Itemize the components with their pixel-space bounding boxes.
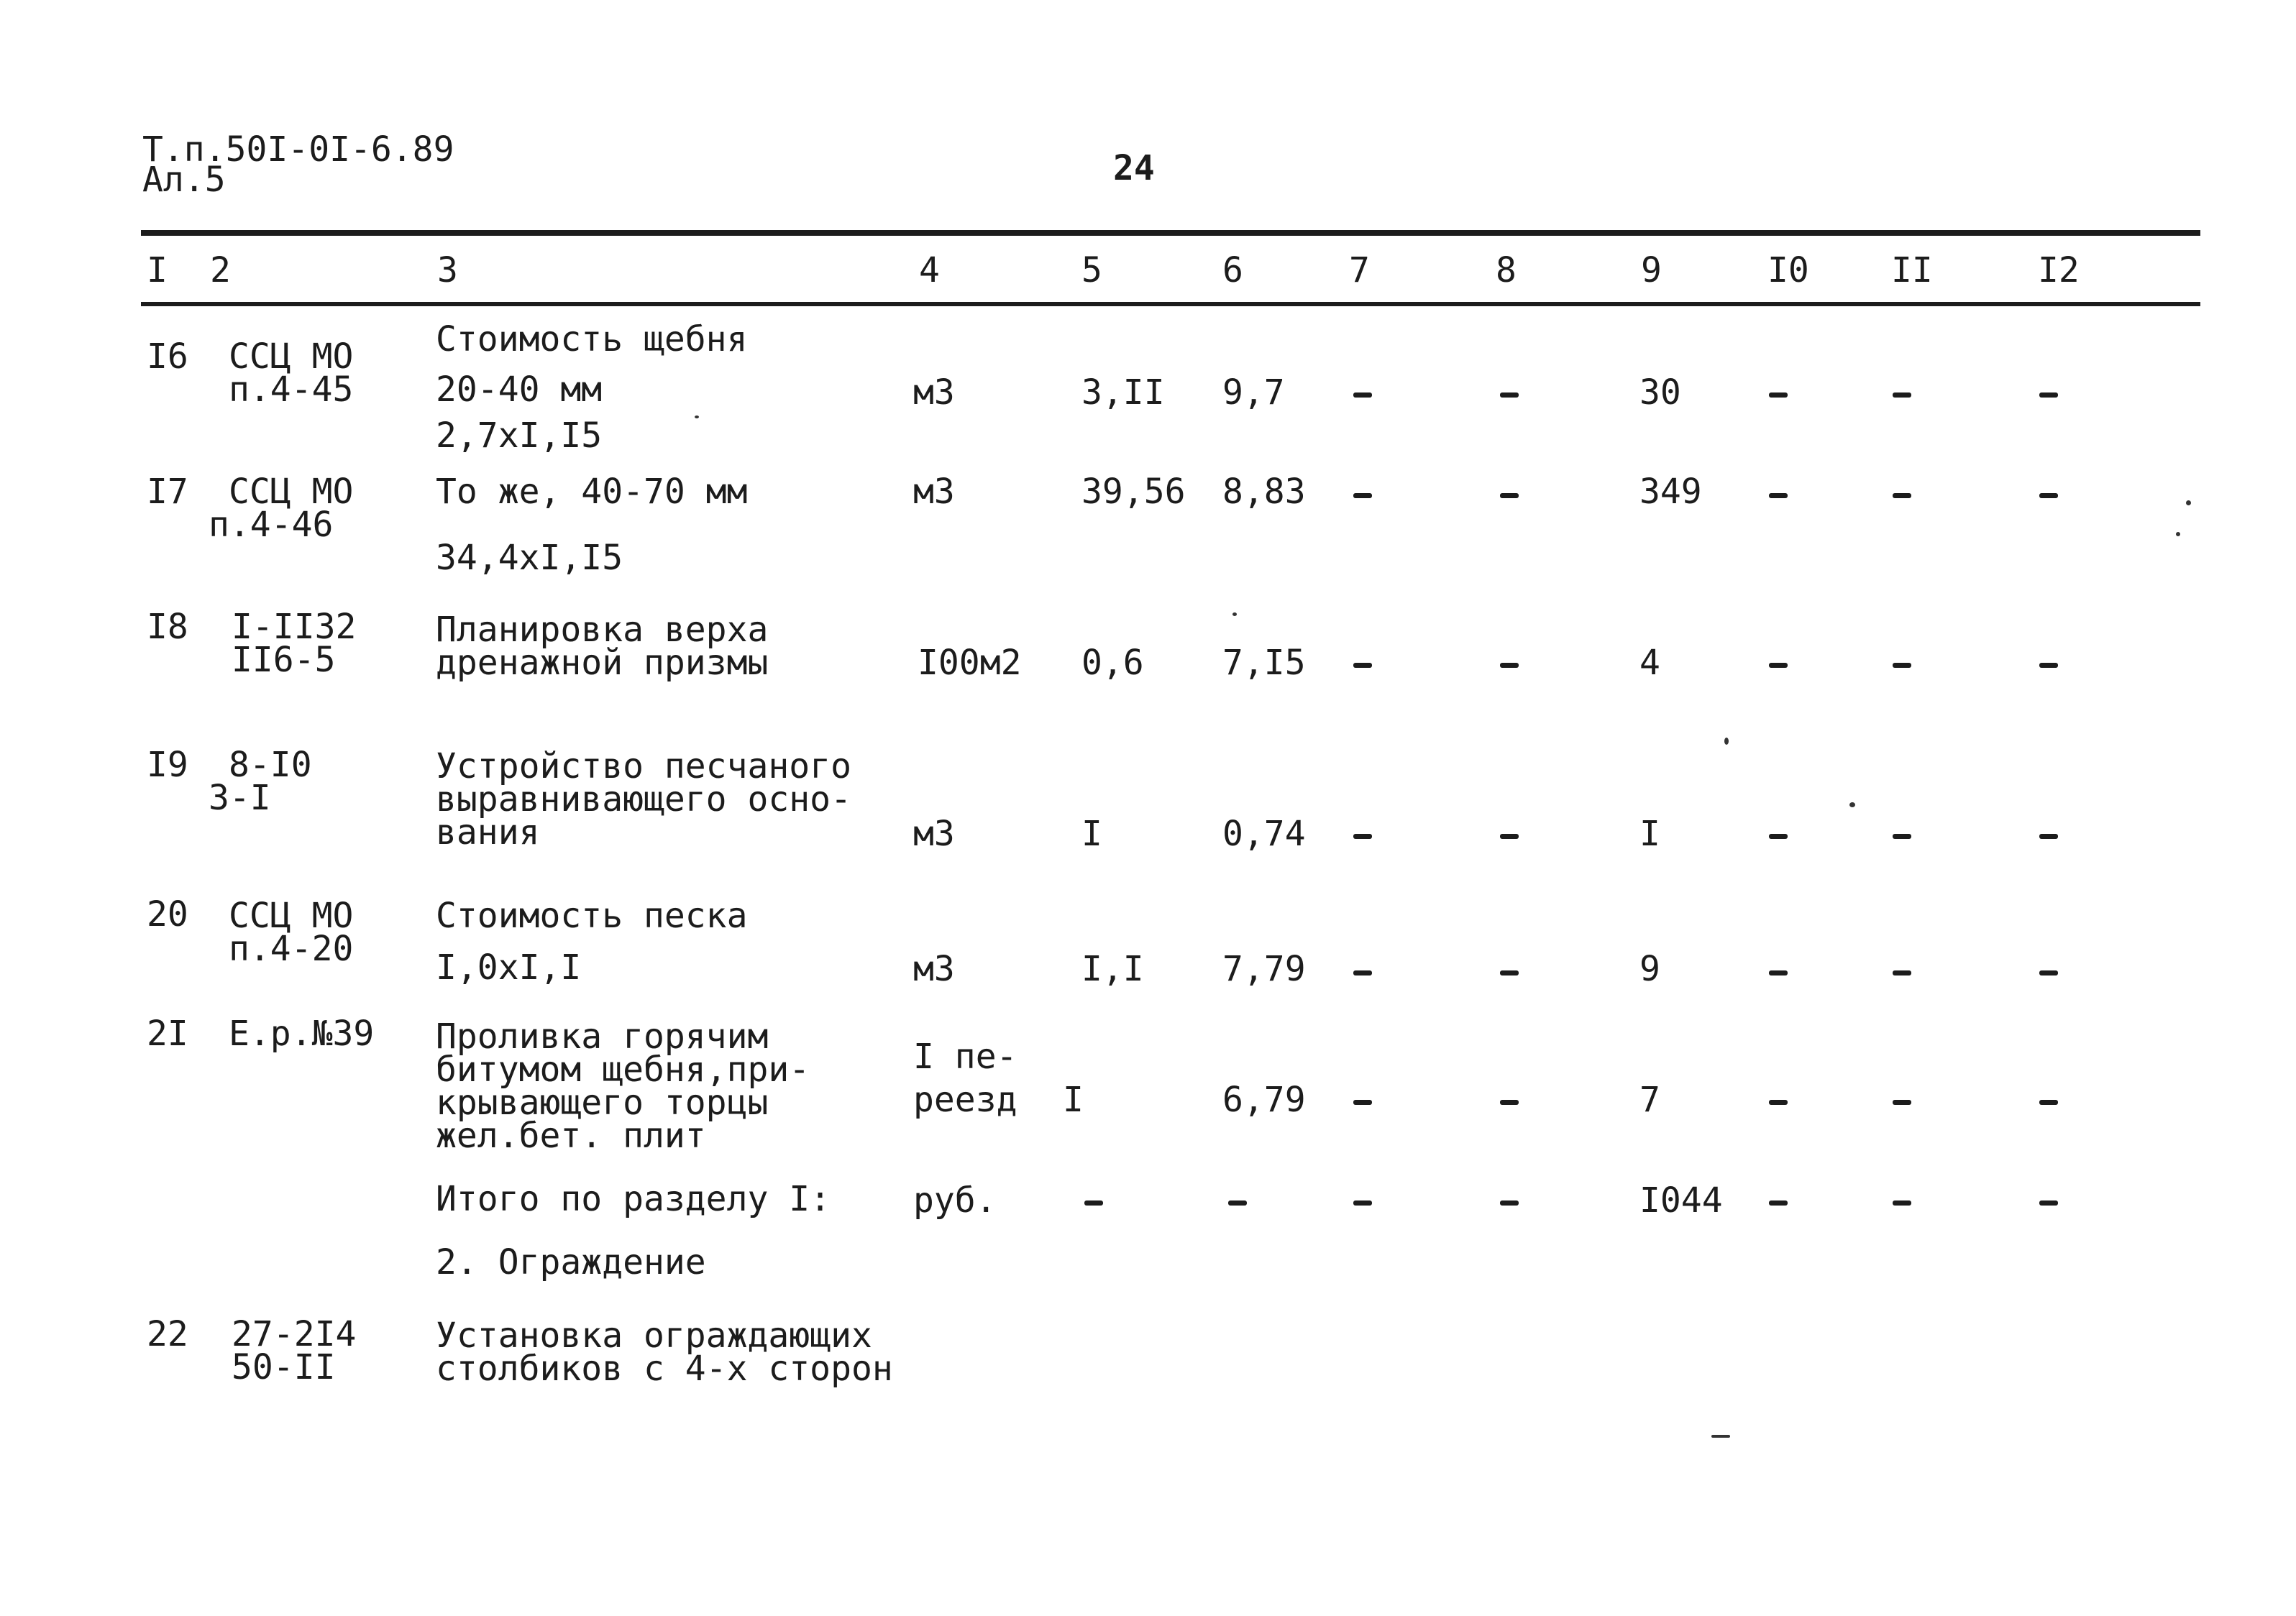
row-col5: I: [1081, 814, 1102, 854]
row-unit: I00м2: [918, 643, 1022, 683]
row-col9: I: [1639, 814, 1660, 854]
row-number: I8: [147, 607, 188, 647]
row-number: 22: [147, 1314, 188, 1354]
doc-code-line1: Т.п.50I-0I-6.89: [142, 129, 454, 170]
row-col7-dash: [1353, 663, 1372, 668]
row-col8-dash: [1500, 392, 1519, 398]
scan-speck: [1711, 1435, 1730, 1438]
row-col10-dash: [1769, 1100, 1788, 1105]
column-header: 3: [437, 250, 458, 290]
column-header: II: [1891, 250, 1933, 290]
row-col8-dash: [1500, 834, 1519, 839]
row-code: 27-2I4: [232, 1314, 357, 1354]
row-code: Е.р.№39: [229, 1014, 375, 1054]
row-col9: 30: [1639, 372, 1681, 413]
section-heading: 2. Ограждение: [436, 1242, 706, 1282]
column-header: I: [147, 250, 168, 290]
page-number: 24: [1113, 148, 1155, 188]
row-number: I6: [147, 336, 188, 377]
total-col5-dash: [1084, 1200, 1103, 1206]
row-col8-dash: [1500, 493, 1519, 498]
scan-speck: [2176, 532, 2180, 536]
row-description: Устройство песчаного: [436, 746, 851, 786]
row-description: столбиков с 4-х сторон: [436, 1349, 893, 1389]
row-description: То же, 40-70 мм: [436, 472, 748, 512]
row-description: крывающего торцы: [436, 1083, 769, 1123]
row-description: Стоимость щебня: [436, 319, 748, 359]
row-unit: м3: [913, 949, 955, 989]
row-col7-dash: [1353, 970, 1372, 975]
column-header: 6: [1222, 250, 1243, 290]
row-col5: 0,6: [1081, 643, 1144, 683]
row-unit: реезд: [913, 1080, 1017, 1120]
row-col9: 7: [1639, 1080, 1660, 1120]
row-code: I-II32: [232, 607, 357, 647]
row-description: выравнивающего осно-: [436, 779, 851, 820]
row-col11-dash: [1893, 834, 1911, 839]
row-col12-dash: [2039, 1100, 2058, 1105]
total-col12-dash: [2039, 1200, 2058, 1206]
row-col12-dash: [2039, 392, 2058, 398]
column-header: 2: [210, 250, 231, 290]
row-col6: 7,79: [1222, 949, 1306, 989]
row-description: 20-40 мм: [436, 369, 603, 410]
doc-code-line2: Ал.5: [142, 160, 226, 200]
row-description: Стоимость песка: [436, 896, 748, 936]
row-description: I,0хI,I: [436, 947, 582, 988]
row-description: Планировка верха: [436, 610, 769, 650]
row-unit: м3: [913, 814, 955, 854]
row-code: 50-II: [232, 1347, 336, 1387]
row-code: п.4-46: [209, 505, 334, 545]
scan-speck: [695, 416, 699, 418]
row-col7-dash: [1353, 493, 1372, 498]
row-col10-dash: [1769, 663, 1788, 668]
row-number: 20: [147, 894, 188, 935]
column-header: 4: [919, 250, 940, 290]
row-unit: м3: [913, 472, 955, 512]
row-col5: I,I: [1081, 949, 1144, 989]
table-top-rule: [141, 230, 2200, 236]
total-col10-dash: [1769, 1200, 1788, 1206]
total-col6-dash: [1228, 1200, 1247, 1206]
table-header-rule: [141, 302, 2200, 306]
row-col11-dash: [1893, 392, 1911, 398]
row-col5: I: [1063, 1080, 1084, 1120]
row-col11-dash: [1893, 1100, 1911, 1105]
section-total-value: I044: [1639, 1180, 1723, 1221]
row-code: п.4-20: [229, 929, 354, 969]
row-number: 2I: [147, 1014, 188, 1054]
column-header: I2: [2038, 250, 2080, 290]
row-code: 3-I: [209, 778, 271, 818]
row-unit: I пе-: [913, 1037, 1017, 1077]
row-col8-dash: [1500, 1100, 1519, 1105]
row-col8-dash: [1500, 970, 1519, 975]
column-header: 5: [1081, 250, 1102, 290]
scan-speck: [1849, 802, 1855, 807]
scan-speck: [1232, 612, 1237, 616]
row-number: I9: [147, 745, 188, 785]
column-header: 7: [1349, 250, 1370, 290]
row-col11-dash: [1893, 970, 1911, 975]
row-code: ССЦ МО: [229, 472, 354, 512]
row-code: II6-5: [232, 640, 336, 680]
scan-speck: [1724, 738, 1729, 745]
column-header: I0: [1767, 250, 1809, 290]
row-col10-dash: [1769, 970, 1788, 975]
row-col6: 0,74: [1222, 814, 1306, 854]
row-description: 34,4хI,I5: [436, 538, 623, 578]
row-col12-dash: [2039, 663, 2058, 668]
scan-speck: [2186, 500, 2191, 505]
row-col10-dash: [1769, 493, 1788, 498]
row-description: вания: [436, 812, 540, 853]
row-code: ССЦ МО: [229, 896, 354, 936]
row-code: ССЦ МО: [229, 336, 354, 377]
row-col12-dash: [2039, 970, 2058, 975]
row-col5: 39,56: [1081, 472, 1186, 512]
row-col10-dash: [1769, 392, 1788, 398]
row-col7-dash: [1353, 392, 1372, 398]
row-number: I7: [147, 472, 188, 512]
row-col6: 7,I5: [1222, 643, 1306, 683]
row-col9: 9: [1639, 949, 1660, 989]
row-col7-dash: [1353, 1100, 1372, 1105]
row-description: Установка ограждающих: [436, 1316, 872, 1356]
row-description: Проливка горячим: [436, 1016, 769, 1057]
row-unit: м3: [913, 372, 955, 413]
row-description: дренажной призмы: [436, 643, 769, 683]
row-col6: 6,79: [1222, 1080, 1306, 1120]
row-col9: 349: [1639, 472, 1702, 512]
row-col5: 3,II: [1081, 372, 1165, 413]
row-col11-dash: [1893, 493, 1911, 498]
column-header: 8: [1496, 250, 1517, 290]
column-header: 9: [1641, 250, 1662, 290]
row-col11-dash: [1893, 663, 1911, 668]
row-code: п.4-45: [229, 369, 354, 410]
row-col12-dash: [2039, 834, 2058, 839]
total-col8-dash: [1500, 1200, 1519, 1206]
row-description: 2,7хI,I5: [436, 416, 603, 456]
row-col6: 8,83: [1222, 472, 1306, 512]
row-col12-dash: [2039, 493, 2058, 498]
section-total-unit: руб.: [913, 1180, 997, 1221]
row-col7-dash: [1353, 834, 1372, 839]
row-description: жел.бет. плит: [436, 1116, 706, 1156]
row-col10-dash: [1769, 834, 1788, 839]
row-description: битумом щебня,при-: [436, 1050, 810, 1090]
row-code: 8-I0: [229, 745, 312, 785]
row-col9: 4: [1639, 643, 1660, 683]
total-col11-dash: [1893, 1200, 1911, 1206]
row-col6: 9,7: [1222, 372, 1285, 413]
total-col7-dash: [1353, 1200, 1372, 1206]
row-col8-dash: [1500, 663, 1519, 668]
section-total-label: Итого по разделу I:: [436, 1179, 831, 1219]
